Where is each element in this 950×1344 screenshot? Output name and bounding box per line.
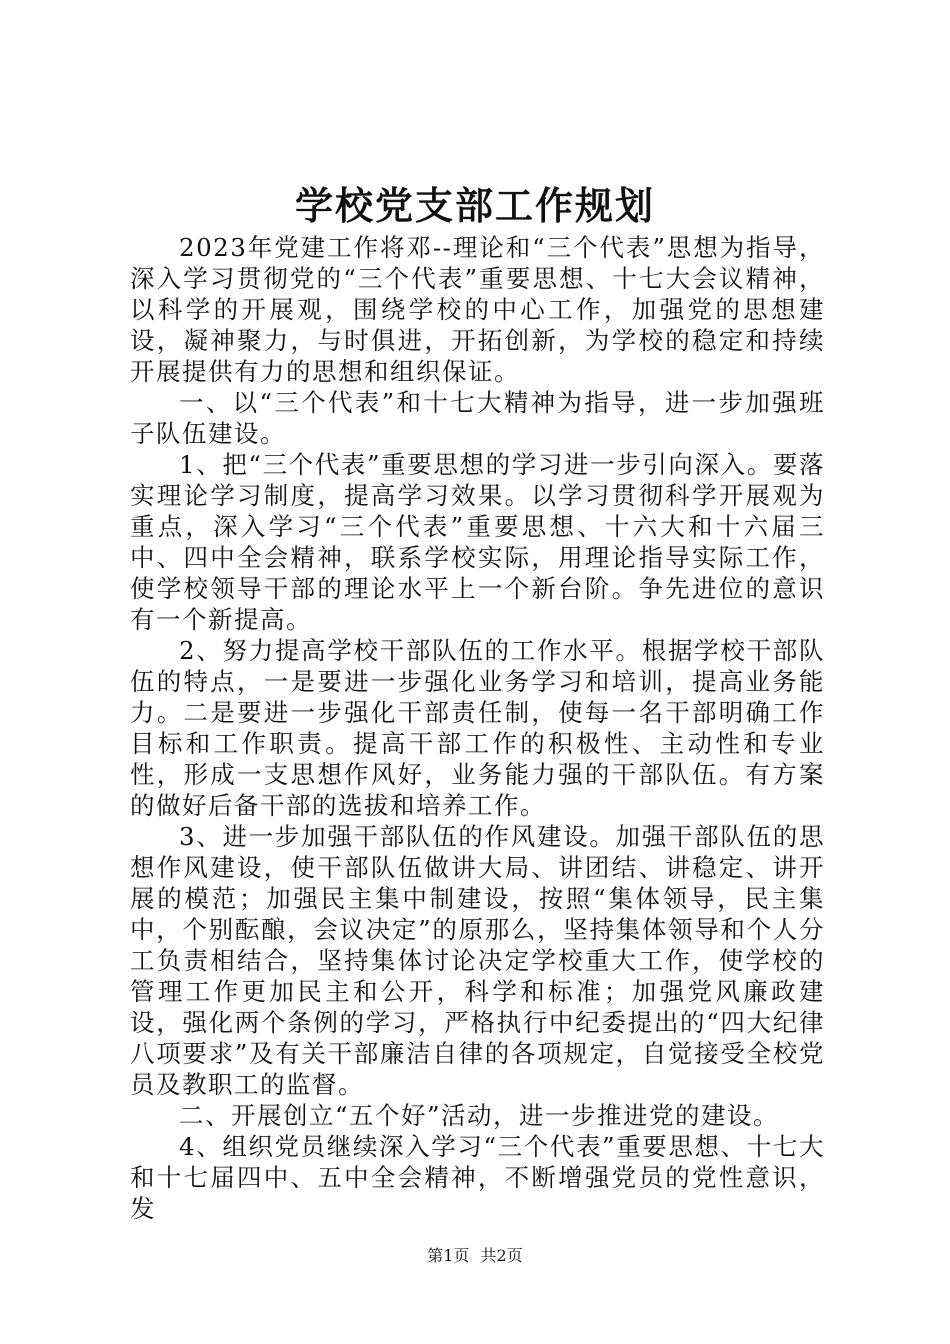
paragraph-item-3: 3、进一步加强干部队伍的作风建设。加强干部队伍的思想作风建设，使干部队伍做讲大局、讲团结、讲稳定、讲开展的模范；加强民主集中制建设，按照“集体领导，民主集中，个别酝酿，会议决定”的原那么，坚持集体领导和个人分工负责相结合，坚持集体讨论决定学校重大工作，使学校的管理工作更加民主和公开，科学和标准；加强党风廉政建设，强化两个条例的学习，严格执行中纪委提出的“四大纪律八项要求”及有关干部廉洁自律的各项规定，自觉接受全校党员及教职工的监督。 (130, 822, 825, 1099)
page-footer (0, 1245, 950, 1267)
document-body (130, 232, 825, 1224)
paragraph-section-one-heading: 一、以“三个代表”和十七大精神为指导，进一步加强班子队伍建设。 (130, 388, 825, 448)
page-total: 共2页 (480, 1246, 523, 1265)
paragraph-item-4: 4、组织党员继续深入学习“三个代表”重要思想、十七大和十七届四中、五中全会精神，不断增强党员的党性意识，发 (130, 1132, 825, 1223)
document-title: 学校党支部工作规划 (294, 183, 655, 228)
paragraph-intro: 2023年党建工作将邓--理论和“三个代表”思想为指导，深入学习贯彻党的“三个代表”重要思想、十七大会议精神，以科学的开展观，围绕学校的中心工作，加强党的思想建设，凝神聚力，与时俱进，开拓创新，为学校的稳定和持续开展提供有力的思想和组织保证。 (130, 233, 825, 386)
page-number: 第1页 (427, 1246, 470, 1265)
paragraph-item-2: 2、努力提高学校干部队伍的工作水平。根据学校干部队伍的特点，一是要进一步强化业务学习和培训，提高业务能力。二是要进一步强化干部责任制，使每一名干部明确工作目标和工作职责。提高干部工作的积极性、主动性和专业性，形成一支思想作风好，业务能力强的干部队伍。有方案的做好后备干部的选拔和培养工作。 (130, 636, 825, 820)
paragraph-section-two-heading: 二、开展创立“五个好”活动，进一步推进党的建设。 (179, 1101, 780, 1130)
paragraph-item-1: 1、把“三个代表”重要思想的学习进一步引向深入。要落实理论学习制度，提高学习效果。以学习贯彻科学开展观为重点，深入学习“三个代表”重要思想、十六大和十六届三中、四中全会精神，联系学校实际，用理论指导实际工作，使学校领导干部的理论水平上一个新台阶。争先进位的意识有一个新提高。 (130, 450, 825, 634)
